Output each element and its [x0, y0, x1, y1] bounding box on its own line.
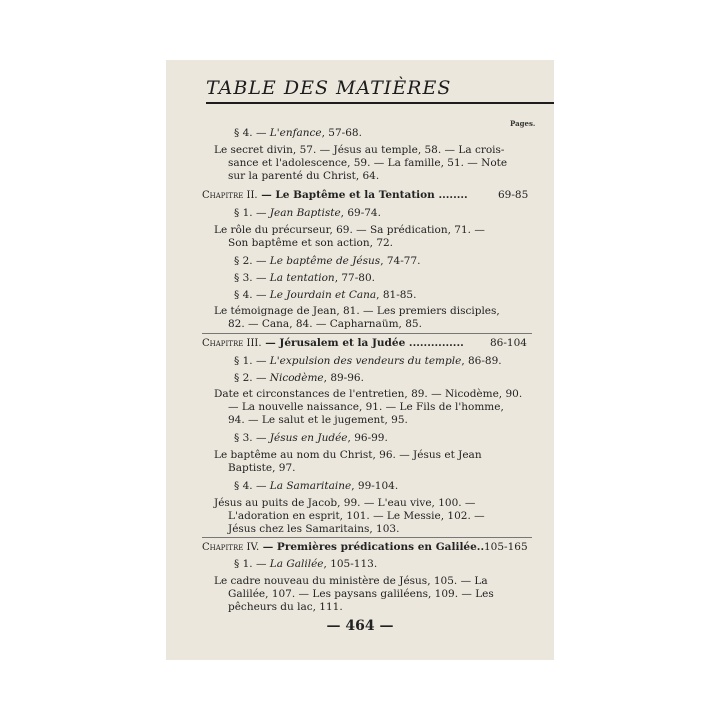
section-entry: § 1. — La Galilée, 105-113. [234, 558, 378, 570]
chapter-pages: 105-165 [484, 541, 528, 553]
summary-line: L'adoration en esprit, 101. — Le Messie, 102. — [228, 510, 485, 522]
page-number: — 464 — [326, 618, 394, 634]
pages-column-label: Pages. [510, 119, 536, 128]
title-rule [206, 102, 554, 104]
summary-line: 82. — Cana, 84. — Capharnaüm, 85. [228, 318, 422, 330]
page-title: TABLE DES MATIÈRES [206, 77, 452, 99]
chapter-entry [202, 337, 464, 350]
divider [202, 333, 532, 334]
section-entry: § 4. — L'enfance, 57-68. [234, 127, 362, 139]
summary-line: Le cadre nouveau du ministère de Jésus, 105. — La [214, 575, 488, 587]
summary-line: — La nouvelle naissance, 91. — Le Fils de l'homme, [228, 401, 504, 413]
summary-line: Baptiste, 97. [228, 462, 296, 474]
chapter-pages: 86-104 [490, 337, 527, 349]
summary-line: Le baptême au nom du Christ, 96. — Jésus et Jean [214, 449, 482, 461]
chapter-title: — Le Baptême et la Tentation ........ [261, 189, 468, 201]
section-entry: § 2. — Nicodème, 89-96. [234, 372, 364, 384]
summary-line: Le rôle du précurseur, 69. — Sa prédication, 71. — [214, 224, 485, 236]
section-entry: § 4. — Le Jourdain et Cana, 81-85. [234, 289, 417, 301]
summary-line: Son baptême et son action, 72. [228, 237, 394, 249]
book-page [166, 60, 554, 660]
chapter-entry [202, 541, 484, 554]
summary-line: Jésus chez les Samaritains, 103. [228, 523, 400, 535]
section-entry: § 3. — Jésus en Judée, 96-99. [234, 432, 388, 444]
chapter-pages: 69-85 [498, 189, 529, 201]
summary-line: Le témoignage de Jean, 81. — Les premiers disciples, [214, 305, 500, 317]
chapter-entry [202, 189, 468, 202]
summary-line: Date et circonstances de l'entretien, 89. — Nicodème, 90. [214, 388, 523, 400]
section-entry: § 2. — Le baptême de Jésus, 74-77. [234, 255, 421, 267]
section-entry: § 3. — La tentation, 77-80. [234, 272, 375, 284]
summary-line: 94. — Le salut et le jugement, 95. [228, 414, 408, 426]
chapter-label: Chapitre III. [202, 338, 262, 349]
chapter-title: — Premières prédications en Galilée.. [262, 541, 485, 553]
summary-line: sur la parenté du Christ, 64. [228, 170, 380, 182]
summary-line: pêcheurs du lac, 111. [228, 601, 343, 613]
summary-line: Jésus au puits de Jacob, 99. — L'eau vive, 100. — [214, 497, 476, 509]
divider [202, 537, 532, 538]
summary-line: Galilée, 107. — Les paysans galiléens, 109. — Les [228, 588, 494, 600]
chapter-label: Chapitre IV. [202, 542, 260, 553]
section-entry: § 4. — La Samaritaine, 99-104. [234, 480, 399, 492]
section-entry: § 1. — Jean Baptiste, 69-74. [234, 207, 381, 219]
summary-line: Le secret divin, 57. — Jésus au temple, 58. — La crois- [214, 144, 505, 156]
section-entry: § 1. — L'expulsion des vendeurs du temple, 86-89. [234, 355, 502, 367]
chapter-title: — Jérusalem et la Judée ............... [265, 337, 464, 349]
chapter-label: Chapitre II. [202, 190, 258, 201]
summary-line: sance et l'adolescence, 59. — La famille, 51. — Note [228, 157, 508, 169]
